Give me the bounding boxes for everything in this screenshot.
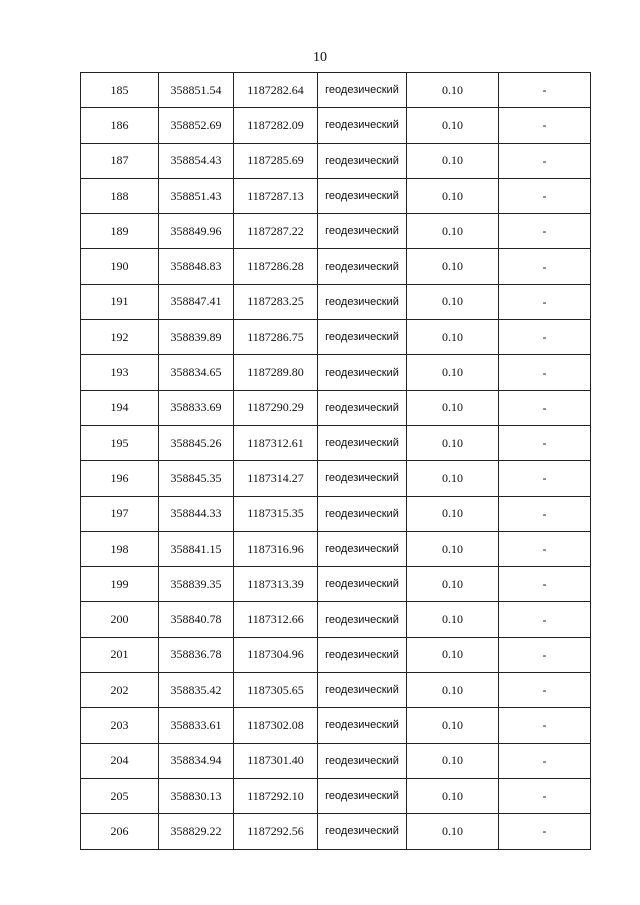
table-row bbox=[81, 778, 591, 813]
method-cell: геодезический bbox=[318, 390, 407, 425]
y-coordinate-cell: 1187283.25 bbox=[234, 284, 318, 319]
x-coordinate-cell: 358854.43 bbox=[159, 143, 234, 178]
point-number-cell: 185 bbox=[81, 73, 159, 108]
note-cell: - bbox=[499, 108, 591, 143]
y-coordinate-cell: 1187290.29 bbox=[234, 390, 318, 425]
method-cell: геодезический bbox=[318, 531, 407, 566]
table-row bbox=[81, 743, 591, 778]
accuracy-cell: 0.10 bbox=[407, 355, 499, 390]
x-coordinate-cell: 358845.26 bbox=[159, 425, 234, 460]
accuracy-cell: 0.10 bbox=[407, 531, 499, 566]
accuracy-cell: 0.10 bbox=[407, 320, 499, 355]
y-coordinate-cell: 1187314.27 bbox=[234, 461, 318, 496]
table-row bbox=[81, 390, 591, 425]
note-cell: - bbox=[499, 249, 591, 284]
method-cell: геодезический bbox=[318, 778, 407, 813]
y-coordinate-cell: 1187301.40 bbox=[234, 743, 318, 778]
accuracy-cell: 0.10 bbox=[407, 425, 499, 460]
x-coordinate-cell: 358833.61 bbox=[159, 708, 234, 743]
accuracy-cell: 0.10 bbox=[407, 390, 499, 425]
x-coordinate-cell: 358839.35 bbox=[159, 567, 234, 602]
note-cell: - bbox=[499, 496, 591, 531]
y-coordinate-cell: 1187292.56 bbox=[234, 814, 318, 849]
accuracy-cell: 0.10 bbox=[407, 743, 499, 778]
accuracy-cell: 0.10 bbox=[407, 814, 499, 849]
x-coordinate-cell: 358835.42 bbox=[159, 673, 234, 708]
table-row bbox=[81, 320, 591, 355]
method-cell: геодезический bbox=[318, 673, 407, 708]
point-number-cell: 205 bbox=[81, 778, 159, 813]
method-cell: геодезический bbox=[318, 214, 407, 249]
accuracy-cell: 0.10 bbox=[407, 143, 499, 178]
point-number-cell: 192 bbox=[81, 320, 159, 355]
note-cell: - bbox=[499, 284, 591, 319]
method-cell: геодезический bbox=[318, 143, 407, 178]
x-coordinate-cell: 358849.96 bbox=[159, 214, 234, 249]
point-number-cell: 187 bbox=[81, 143, 159, 178]
x-coordinate-cell: 358833.69 bbox=[159, 390, 234, 425]
x-coordinate-cell: 358829.22 bbox=[159, 814, 234, 849]
y-coordinate-cell: 1187302.08 bbox=[234, 708, 318, 743]
x-coordinate-cell: 358840.78 bbox=[159, 602, 234, 637]
accuracy-cell: 0.10 bbox=[407, 778, 499, 813]
accuracy-cell: 0.10 bbox=[407, 602, 499, 637]
point-number-cell: 199 bbox=[81, 567, 159, 602]
note-cell: - bbox=[499, 73, 591, 108]
note-cell: - bbox=[499, 814, 591, 849]
point-number-cell: 202 bbox=[81, 673, 159, 708]
x-coordinate-cell: 358851.43 bbox=[159, 178, 234, 213]
table-row bbox=[81, 708, 591, 743]
point-number-cell: 193 bbox=[81, 355, 159, 390]
point-number-cell: 196 bbox=[81, 461, 159, 496]
point-number-cell: 191 bbox=[81, 284, 159, 319]
point-number-cell: 201 bbox=[81, 637, 159, 672]
x-coordinate-cell: 358848.83 bbox=[159, 249, 234, 284]
note-cell: - bbox=[499, 355, 591, 390]
coordinates-table-body bbox=[81, 73, 591, 850]
accuracy-cell: 0.10 bbox=[407, 496, 499, 531]
table-row bbox=[81, 567, 591, 602]
accuracy-cell: 0.10 bbox=[407, 214, 499, 249]
table-row bbox=[81, 214, 591, 249]
x-coordinate-cell: 358834.94 bbox=[159, 743, 234, 778]
y-coordinate-cell: 1187282.64 bbox=[234, 73, 318, 108]
note-cell: - bbox=[499, 531, 591, 566]
point-number-cell: 197 bbox=[81, 496, 159, 531]
method-cell: геодезический bbox=[318, 602, 407, 637]
method-cell: геодезический bbox=[318, 567, 407, 602]
y-coordinate-cell: 1187312.61 bbox=[234, 425, 318, 460]
y-coordinate-cell: 1187315.35 bbox=[234, 496, 318, 531]
method-cell: геодезический bbox=[318, 743, 407, 778]
table-row bbox=[81, 355, 591, 390]
x-coordinate-cell: 358836.78 bbox=[159, 637, 234, 672]
method-cell: геодезический bbox=[318, 708, 407, 743]
accuracy-cell: 0.10 bbox=[407, 673, 499, 708]
table-row bbox=[81, 673, 591, 708]
method-cell: геодезический bbox=[318, 320, 407, 355]
method-cell: геодезический bbox=[318, 425, 407, 460]
method-cell: геодезический bbox=[318, 814, 407, 849]
table-row bbox=[81, 143, 591, 178]
method-cell: геодезический bbox=[318, 496, 407, 531]
y-coordinate-cell: 1187313.39 bbox=[234, 567, 318, 602]
y-coordinate-cell: 1187287.22 bbox=[234, 214, 318, 249]
point-number-cell: 194 bbox=[81, 390, 159, 425]
accuracy-cell: 0.10 bbox=[407, 73, 499, 108]
table-row bbox=[81, 814, 591, 849]
note-cell: - bbox=[499, 390, 591, 425]
point-number-cell: 190 bbox=[81, 249, 159, 284]
coordinates-table bbox=[80, 72, 591, 850]
table-row bbox=[81, 425, 591, 460]
accuracy-cell: 0.10 bbox=[407, 178, 499, 213]
note-cell: - bbox=[499, 637, 591, 672]
x-coordinate-cell: 358852.69 bbox=[159, 108, 234, 143]
table-row bbox=[81, 637, 591, 672]
accuracy-cell: 0.10 bbox=[407, 461, 499, 496]
y-coordinate-cell: 1187282.09 bbox=[234, 108, 318, 143]
note-cell: - bbox=[499, 743, 591, 778]
method-cell: геодезический bbox=[318, 178, 407, 213]
point-number-cell: 206 bbox=[81, 814, 159, 849]
method-cell: геодезический bbox=[318, 284, 407, 319]
method-cell: геодезический bbox=[318, 461, 407, 496]
method-cell: геодезический bbox=[318, 73, 407, 108]
point-number-cell: 189 bbox=[81, 214, 159, 249]
accuracy-cell: 0.10 bbox=[407, 567, 499, 602]
table-row bbox=[81, 461, 591, 496]
table-row bbox=[81, 531, 591, 566]
note-cell: - bbox=[499, 178, 591, 213]
table-row bbox=[81, 496, 591, 531]
method-cell: геодезический bbox=[318, 249, 407, 284]
point-number-cell: 198 bbox=[81, 531, 159, 566]
x-coordinate-cell: 358841.15 bbox=[159, 531, 234, 566]
x-coordinate-cell: 358851.54 bbox=[159, 73, 234, 108]
y-coordinate-cell: 1187286.28 bbox=[234, 249, 318, 284]
table-row bbox=[81, 249, 591, 284]
point-number-cell: 200 bbox=[81, 602, 159, 637]
x-coordinate-cell: 358845.35 bbox=[159, 461, 234, 496]
note-cell: - bbox=[499, 143, 591, 178]
point-number-cell: 186 bbox=[81, 108, 159, 143]
method-cell: геодезический bbox=[318, 355, 407, 390]
y-coordinate-cell: 1187286.75 bbox=[234, 320, 318, 355]
note-cell: - bbox=[499, 320, 591, 355]
accuracy-cell: 0.10 bbox=[407, 637, 499, 672]
accuracy-cell: 0.10 bbox=[407, 249, 499, 284]
x-coordinate-cell: 358839.89 bbox=[159, 320, 234, 355]
y-coordinate-cell: 1187292.10 bbox=[234, 778, 318, 813]
y-coordinate-cell: 1187287.13 bbox=[234, 178, 318, 213]
table-row bbox=[81, 73, 591, 108]
x-coordinate-cell: 358847.41 bbox=[159, 284, 234, 319]
y-coordinate-cell: 1187316.96 bbox=[234, 531, 318, 566]
point-number-cell: 203 bbox=[81, 708, 159, 743]
note-cell: - bbox=[499, 425, 591, 460]
note-cell: - bbox=[499, 567, 591, 602]
point-number-cell: 188 bbox=[81, 178, 159, 213]
table-row bbox=[81, 108, 591, 143]
table-row bbox=[81, 178, 591, 213]
page-number: 10 bbox=[313, 50, 327, 65]
note-cell: - bbox=[499, 214, 591, 249]
note-cell: - bbox=[499, 708, 591, 743]
method-cell: геодезический bbox=[318, 637, 407, 672]
y-coordinate-cell: 1187305.65 bbox=[234, 673, 318, 708]
y-coordinate-cell: 1187285.69 bbox=[234, 143, 318, 178]
table-row bbox=[81, 602, 591, 637]
note-cell: - bbox=[499, 602, 591, 637]
table-row bbox=[81, 284, 591, 319]
y-coordinate-cell: 1187304.96 bbox=[234, 637, 318, 672]
x-coordinate-cell: 358830.13 bbox=[159, 778, 234, 813]
point-number-cell: 204 bbox=[81, 743, 159, 778]
accuracy-cell: 0.10 bbox=[407, 284, 499, 319]
note-cell: - bbox=[499, 673, 591, 708]
x-coordinate-cell: 358834.65 bbox=[159, 355, 234, 390]
y-coordinate-cell: 1187312.66 bbox=[234, 602, 318, 637]
x-coordinate-cell: 358844.33 bbox=[159, 496, 234, 531]
note-cell: - bbox=[499, 461, 591, 496]
method-cell: геодезический bbox=[318, 108, 407, 143]
point-number-cell: 195 bbox=[81, 425, 159, 460]
accuracy-cell: 0.10 bbox=[407, 708, 499, 743]
note-cell: - bbox=[499, 778, 591, 813]
y-coordinate-cell: 1187289.80 bbox=[234, 355, 318, 390]
accuracy-cell: 0.10 bbox=[407, 108, 499, 143]
